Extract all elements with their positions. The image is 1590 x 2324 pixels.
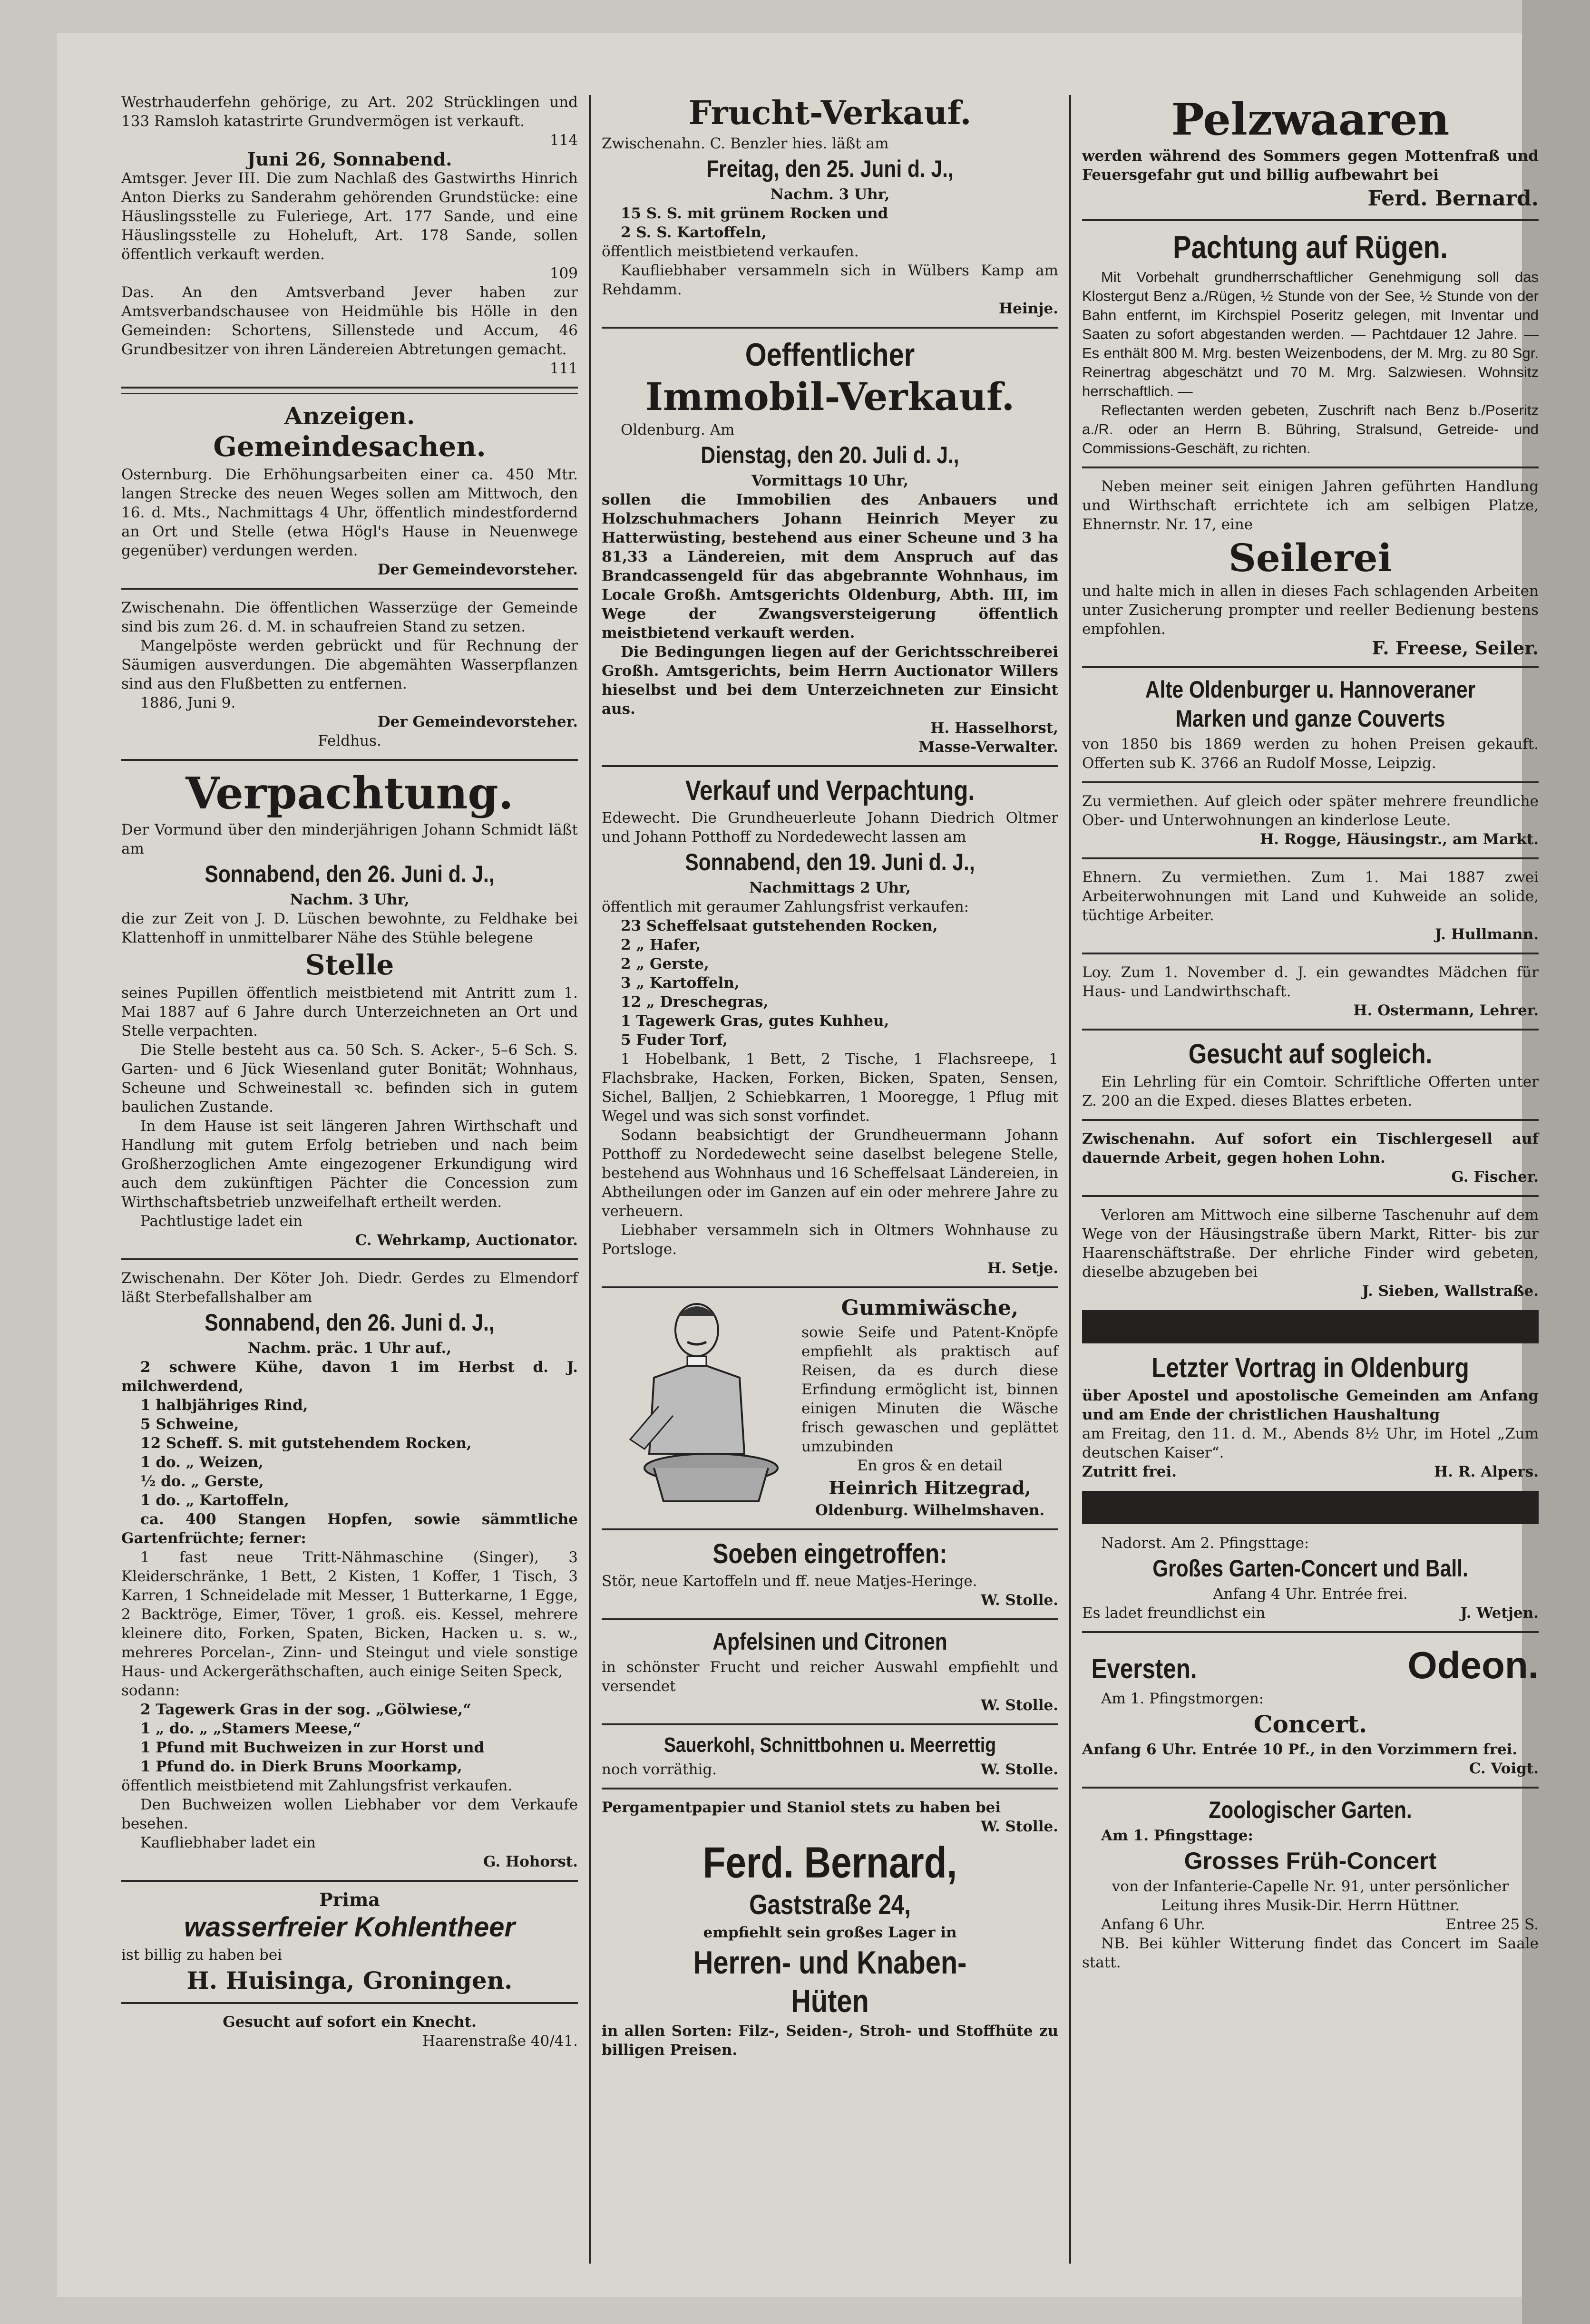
ad-text: werden während des Sommers gegen Mottenfraß und Feuersgefahr gut und billig aufbewahrt bei	[1082, 147, 1539, 184]
ad-headline: Stelle	[305, 948, 394, 981]
ad-headline: Herren- und Knaben-	[693, 1944, 967, 1981]
section-heading: Gemeindesachen.	[213, 430, 486, 463]
signature: H. Hasselhorst,	[930, 719, 1058, 737]
ad-text: Prima	[319, 1888, 380, 1910]
ad-text: noch vorräthig.	[602, 1760, 717, 1778]
signature: H. Ostermann, Lehrer.	[1353, 1002, 1539, 1020]
divider	[121, 2002, 578, 2004]
divider	[1082, 953, 1539, 954]
divider	[1082, 219, 1539, 221]
signature: W. Stolle.	[980, 1760, 1058, 1778]
date-line: Freitag, den 25. Juni d. J.,	[706, 155, 954, 182]
column-2	[602, 93, 1058, 2060]
ad-headline: Ferd. Bernard,	[702, 1838, 957, 1887]
notice-text: Mangelpöste werden gebrückt und für Rechnung der Säumigen ausverdungen. Die abgemähten Wasserpflanzen sind aus den Flußbetten zu entfernen.	[121, 637, 578, 692]
notice-text: Osternburg. Die Erhöhungsarbeiten einer ca. 450 Mtr. langen Strecke des neuen Weges sollen am Mittwoch, den 16. d. Mts., Nachmittags 4 Uhr, öffentlich mindestfordernd an Ort und Stelle (etwa Högl's Hause in Neuenwege gegenüber) verdungen werden.	[121, 466, 578, 559]
ad-text: öffentlich mit geraumer Zahlungsfrist verkaufen:	[602, 898, 969, 916]
signature: J. Hullmann.	[1435, 926, 1539, 943]
time-line: Vormittags 10 Uhr,	[751, 472, 908, 489]
signature: F. Freese, Seiler.	[1372, 637, 1539, 659]
ad-text: Den Buchweizen wollen Liebhaber vor dem Verkaufe besehen.	[121, 1796, 578, 1832]
ad-text: Kaufliebhaber ladet ein	[140, 1834, 316, 1851]
ad-text: Gesucht auf sofort ein Knecht.	[223, 2013, 477, 2031]
divider	[121, 387, 578, 394]
notice-text: Westrhauderfehn gehörige, zu Art. 202 Strücklingen und 133 Ramsloh katastrirte Grundvermögen ist verkauft.	[121, 94, 578, 130]
list-item: 1 do. „ Kartoffeln,	[140, 1491, 290, 1509]
divider	[1082, 666, 1539, 668]
ad-text: Entree 25 S.	[1445, 1916, 1539, 1933]
ad-headline: Marken und ganze Couverts	[1175, 705, 1445, 732]
ad-text: öffentlich meistbietend mit Zahlungsfrist verkaufen.	[121, 1777, 513, 1794]
ad-text: sodann:	[121, 1682, 180, 1699]
notice-number: 111	[549, 360, 578, 377]
ad-text: Kaufliebhaber versammeln sich in Wülbers Kamp am Rehdamm.	[602, 262, 1058, 298]
list-item: 1 Tagewerk Gras, gutes Kuhheu,	[621, 1012, 889, 1030]
ad-text: Pergamentpapier und Staniol stets zu haben bei	[602, 1799, 1001, 1816]
ad-text: Anfang 4 Uhr. Entrée frei.	[1213, 1585, 1408, 1603]
black-bar	[1082, 1310, 1539, 1343]
notice-text: Das. An den Amtsverband Jever haben zur Amtsverbandschausee von Heidmühle bis Hölle in den Gemeinden: Schortens, Sillenstede und Accum, 46 Grundbesitzer von ihren Ländereien Abtretungen gemacht.	[121, 284, 578, 358]
time-line: Nachm. 3 Uhr,	[770, 185, 890, 203]
list-item: 2 „ Hafer,	[621, 936, 701, 954]
ad-text: die zur Zeit von J. D. Lüschen bewohnte, zu Feldhake bei Klattenhoff in unmittelbarer Nähe des Stühle belegene	[121, 910, 578, 946]
ad-headline: wasserfreier Kohlentheer	[184, 1911, 516, 1943]
ad-headline: Oeffentlicher	[745, 336, 915, 373]
ad-text: 1 fast neue Tritt-Nähmaschine (Singer), 3 Kleiderschränke, 1 Bett, 2 Kisten, 1 Koffer, 1 Tisch, 3 Karren, 1 Schneidelade mit Messer, 1 Butterkarne, 1 Egge, 2 Backtröge, Eimer, Töver, 1 groß. eis. Kessel, mehrere kleinere dito, Forken, Spaten, Bicken, Hacken u. s. w., mehreres Porcelan-, Zinn- und Steingut und viele sonstige Haus- und Ackergeräthschaften, auch einige Seiten Speck,	[121, 1548, 578, 1680]
ad-headline: Hüten	[791, 1983, 869, 2019]
ad-text: Ein Lehrling für ein Comtoir. Schriftliche Offerten unter Z. 200 an die Exped. dieses Blattes erbeten.	[1082, 1073, 1539, 1110]
signature: Der Gemeindevorsteher.	[377, 713, 578, 730]
ad-headline: Immobil-Verkauf.	[645, 374, 1015, 419]
ad-headline: Verpachtung.	[185, 767, 514, 819]
ad-text: Liebhaber versammeln sich in Oltmers Wohnhause zu Portsloge.	[602, 1222, 1058, 1258]
list-item: 1 „ do. „ „Stamers Meese,“	[140, 1720, 361, 1737]
list-item: 1 Pfund mit Buchweizen in zur Horst und	[140, 1739, 485, 1756]
signature: C. Wehrkamp, Auctionator.	[355, 1231, 578, 1249]
list-item: 1 do. „ Weizen,	[140, 1453, 263, 1471]
ad-text: Zutritt frei.	[1082, 1463, 1177, 1480]
ad-text: Anfang 6 Uhr.	[1101, 1916, 1205, 1933]
signature: Der Gemeindevorsteher.	[377, 561, 578, 578]
ad-text: über Apostel und apostolische Gemeinden am Anfang und am Ende der christlichen Haushaltung	[1082, 1387, 1539, 1423]
notice-number: 114	[549, 132, 578, 149]
ad-headline: Pachtung auf Rügen.	[1173, 229, 1448, 265]
ad-headline: Sauerkohl, Schnittbohnen u. Meerrettig	[663, 1733, 996, 1757]
list-item: 2 S. S. Kartoffeln,	[621, 224, 767, 241]
divider	[602, 1618, 1058, 1620]
ad-text: Sodann beabsichtigt der Grundheuermann Johann Potthoff zu Nordedewecht seine daselbst belegene Stelle, bestehend aus Wohnhaus und 16 Scheffelsaat Ländereien, in Abtheilungen oder im Ganzen auf ein oder mehrere Jahre zu verheuern.	[602, 1127, 1058, 1220]
ad-text: 1 Hobelbank, 1 Bett, 2 Tische, 1 Flachsreepe, 1 Flachsbrake, Hacken, Forken, Bicken, Spaten, Sensen, Sichel, Balljen, 2 Schiebkarren, 1 Mooregge, 1 Pflug mit Wegel und was sich sonst vorfindet.	[602, 1050, 1058, 1125]
divider	[121, 759, 578, 761]
signature: Masse-Verwalter.	[918, 738, 1058, 756]
ad-headline: Soeben eingetroffen:	[712, 1538, 947, 1569]
list-item: 5 Fuder Torf,	[621, 1031, 728, 1049]
ad-text: Ehnern. Zu vermiethen. Zum 1. Mai 1887 zwei Arbeiterwohnungen mit Land und Kuhweide an solide, tüchtige Arbeiter.	[1082, 869, 1539, 924]
ad-text: empfiehlt sein großes Lager in	[703, 1924, 957, 1941]
ad-text: Mit Vorbehalt grundherrschaftlicher Genehmigung soll das Klostergut Benz a./Rügen, ½ Stunde von der See, ½ Stunde von der Bahn entfernt, im Kirchspiel Poseritz gelegen, mit Inventar und Saaten zu sofort abgestanden werden. — Pachtdauer 12 Jahre. — Es enthält 800 M. Mrg. besten Weizenbodens, der M. Mrg. zu 80 Sgr. Reinertrag abgeschätzt und 70 M. Mrg. Salzwiesen. Wohnsitz herrschaftlich. —	[1082, 269, 1539, 400]
signature: G. Hohorst.	[483, 1853, 578, 1870]
ad-headline: Gesucht auf sogleich.	[1188, 1039, 1433, 1070]
list-item: 23 Scheffelsaat gutstehenden Rocken,	[621, 917, 938, 935]
ad-headline: Großes Garten-Concert und Ball.	[1152, 1555, 1468, 1582]
divider	[121, 1880, 578, 1882]
signature: G. Fischer.	[1451, 1168, 1539, 1186]
list-item: 1 halbjähriges Rind,	[140, 1396, 308, 1414]
list-item: 2 „ Gerste,	[621, 955, 709, 973]
ad-text: Die Bedingungen liegen auf der Gerichtsschreiberei Großh. Amtsgerichts, beim Herrn Auctionator Willers hieselbst und bei dem Unterzeichneten zur Einsicht aus.	[602, 643, 1058, 718]
date-heading: Juni 26, Sonnabend.	[247, 148, 452, 170]
divider	[121, 1258, 578, 1260]
signature: Heinje.	[998, 300, 1058, 317]
ad-text: Edewecht. Die Grundheuerleute Johann Diedrich Oltmer und Johann Potthoff zu Nordedewecht lassen am	[602, 809, 1058, 846]
signature: C. Voigt.	[1469, 1760, 1539, 1777]
date-line: Sonnabend, den 26. Juni d. J.,	[205, 1309, 495, 1336]
ad-text: von der Infanterie-Capelle Nr. 91, unter persönlicher Leitung ihres Musik-Dir. Herrn Hüttner.	[1112, 1877, 1509, 1914]
signature: W. Stolle.	[980, 1592, 1058, 1609]
list-item: ½ do. „ Gerste,	[140, 1472, 264, 1490]
signature: H. R. Alpers.	[1434, 1463, 1539, 1480]
ad-text: Oldenburg. Am	[621, 421, 735, 438]
column-rule-2	[1069, 95, 1071, 2264]
signature-name: Feldhus.	[318, 732, 381, 749]
ad-text: Anfang 6 Uhr. Entrée 10 Pf., in den Vorzimmern frei.	[1082, 1741, 1518, 1758]
ad-headline: Zoologischer Garten.	[1209, 1796, 1412, 1823]
list-item: 2 Tagewerk Gras in der sog. „Gölwiese,“	[140, 1701, 471, 1718]
divider	[1082, 781, 1539, 783]
ad-address: Haarenstraße 40/41.	[422, 2032, 578, 2050]
ad-headline: H. Huisinga, Groningen.	[186, 1966, 513, 1994]
divider	[602, 327, 1058, 329]
ad-text: Reflectanten werden gebeten, Zuschrift nach Benz b./Poseritz a./R. oder an Herrn B. Bühring, Stralsund, Getreide- und Commissions-Geschäft, zu richten.	[1082, 402, 1539, 457]
ad-headline: Alte Oldenburger u. Hannoveraner	[1145, 676, 1476, 703]
signature: W. Stolle.	[980, 1697, 1058, 1714]
column-1	[121, 93, 578, 2051]
ad-text: sollen die Immobilien des Anbauers und Holzschuhmachers Johann Heinrich Meyer zu Hatterwüsting, bestehend aus einer Scheune und 3 ha 81,33 a Ländereien, mit dem Anspruch auf das Brandcassengeld für das abgebrannte Wohnhaus, im Locale Großh. Amtsgerichts Oldenburg, Abth. III, im Wege der Zwangsversteigerung öffentlich meistbietend verkauft werden.	[602, 491, 1058, 642]
signature: Ferd. Bernard.	[1367, 186, 1539, 211]
ad-headline: Verkauf und Verpachtung.	[685, 775, 975, 806]
ad-headline: Odeon.	[1407, 1643, 1539, 1686]
divider	[602, 765, 1058, 767]
time-line: Nachm. präc. 1 Uhr auf.,	[247, 1339, 452, 1357]
ad-text: Nadorst. Am 2. Pfingsttage:	[1101, 1534, 1309, 1552]
date-line: Sonnabend, den 19. Juni d. J.,	[685, 849, 975, 876]
ad-text: Loy. Zum 1. November d. J. ein gewandtes Mädchen für Haus- und Landwirthschaft.	[1082, 964, 1539, 1001]
ad-text: Am 1. Pfingstmorgen:	[1101, 1690, 1264, 1707]
signature: W. Stolle.	[980, 1818, 1058, 1835]
divider	[1082, 1631, 1539, 1633]
signature: H. Rogge, Häusingstr., am Markt.	[1260, 831, 1539, 848]
list-item: 15 S. S. mit grünem Rocken und	[621, 204, 888, 222]
divider	[602, 1788, 1058, 1789]
divider	[1082, 467, 1539, 468]
ad-text: Zwischenahn. Auf sofort ein Tischlergesell auf dauernde Arbeit, gegen hohen Lohn.	[1082, 1130, 1539, 1167]
ad-headline: Pelzwaaren	[1171, 94, 1450, 145]
ad-text: sowie Seife und Patent-Knöpfe empfiehlt als praktisch auf Reisen, da es durch diese Erfindung ermöglicht ist, binnen einigen Minuten die Wäsche frisch gewaschen und geplättet umzubinden	[801, 1323, 1058, 1455]
ad-text: und halte mich in allen in dieses Fach schlagenden Arbeiten unter Zusicherung prompter und reeller Bedienung bestens empfohlen.	[1082, 583, 1539, 638]
ad-headline: Grosses Früh-Concert	[1184, 1847, 1437, 1874]
ad-text: in schönster Frucht und reicher Auswahl empfiehlt und versendet	[602, 1659, 1058, 1695]
notice-text: Amtsger. Jever III. Die zum Nachlaß des Gastwirths Hinrich Anton Dierks zu Sanderahm gehörenden Grundstücke: eine Häuslingsstelle zu Fuleriege, Art. 177 Sande, und eine Häuslingsstelle zu Hoheluft, Art. 178 Sande, sollen öffentlich verkauft werden.	[121, 170, 578, 263]
list-item: 12 Scheff. S. mit gutstehendem Rocken,	[140, 1434, 472, 1452]
ad-text: Zu vermiethen. Auf gleich oder später mehrere freundliche Ober- und Unterwohnungen an kinderlose Leute.	[1082, 793, 1539, 829]
ad-text: Der Vormund über den minderjährigen Johann Schmidt läßt am	[121, 821, 578, 857]
column-3	[1082, 93, 1539, 1972]
ad-text: Am 1. Pfingsttage:	[1101, 1827, 1253, 1844]
ad-text: seines Pupillen öffentlich meistbietend mit Antritt zum 1. Mai 1887 auf 6 Jahre durch Unterzeichneten an Ort und Stelle verpachten.	[121, 984, 578, 1040]
ad-headline: Letzter Vortrag in Oldenburg	[1151, 1352, 1469, 1384]
signature: J. Wetjen.	[1460, 1604, 1539, 1622]
ad-text: NB. Bei kühler Witterung findet das Concert im Saale statt.	[1082, 1935, 1539, 1971]
ad-text: In dem Hause ist seit längeren Jahren Wirthschaft und Handlung mit gutem Erfolg betrieben und nach beim Großherzoglichen Amte eingezogener Erkundigung wird auch dem zukünftigen Pächter die Concession zum Wirthschaftsbetrieb unzweifelhaft ertheilt werden.	[121, 1117, 578, 1211]
list-item: ca. 400 Stangen Hopfen, sowie sämmtliche Gartenfrüchte; ferner:	[121, 1510, 578, 1547]
ad-headline: Frucht-Verkauf.	[688, 94, 972, 132]
time-line: Nachm. 3 Uhr,	[290, 891, 410, 908]
list-item: 2 schwere Kühe, davon 1 im Herbst d. J. milchwerdend,	[121, 1358, 578, 1395]
ad-text: Stör, neue Kartoffeln und ff. neue Matjes-Heringe.	[602, 1573, 977, 1590]
ad-headline: Seilerei	[1229, 535, 1392, 581]
divider	[602, 1723, 1058, 1725]
place-heading: Eversten.	[1091, 1653, 1197, 1684]
ad-text: öffentlich meistbietend verkaufen.	[602, 243, 859, 260]
ad-text: Zwischenahn. Der Köter Joh. Diedr. Gerdes zu Elmendorf läßt Sterbefallshalber am	[121, 1269, 578, 1306]
divider	[1082, 1119, 1539, 1121]
ad-text: Es ladet freundlichst ein	[1082, 1604, 1266, 1622]
list-item: 1 Pfund do. in Dierk Bruns Moorkamp,	[140, 1758, 462, 1775]
ad-text: von 1850 bis 1869 werden zu hohen Preisen gekauft. Offerten sub K. 3766 an Rudolf Mosse, Leipzig.	[1082, 736, 1539, 772]
list-item: 5 Schweine,	[140, 1415, 239, 1433]
notice-text: Zwischenahn. Die öffentlichen Wasserzüge der Gemeinde sind bis zum 26. d. M. in schaufreien Stand zu setzen.	[121, 599, 578, 635]
signature: J. Sieben, Wallstraße.	[1362, 1283, 1539, 1300]
ad-address: Gaststraße 24,	[749, 1889, 911, 1920]
ad-name: Heinrich Hitzegrad,	[829, 1477, 1031, 1498]
ad-text: Die Stelle besteht aus ca. 50 Sch. S. Acker-, 5–6 Sch. S. Garten- und 6 Jück Wiesenland guter Bonität; Wohnhaus, Scheune und Schweinestall ꝛc. befinden sich in gutem baulichen Zustande.	[121, 1041, 578, 1116]
divider	[1082, 1029, 1539, 1031]
date-line: Dienstag, den 20. Juli d. J.,	[701, 441, 959, 468]
ad-text: ist billig zu haben bei	[121, 1946, 283, 1964]
ad-headline: Gummiwäsche,	[841, 1296, 1019, 1321]
black-bar	[1082, 1491, 1539, 1524]
man-illustration-icon	[602, 1297, 792, 1506]
notice-date: 1886, Juni 9.	[140, 694, 236, 711]
ad-text: Neben meiner seit einigen Jahren geführten Handlung und Wirthschaft errichtete ich am selbigen Platze, Ehnernstr. Nr. 17, eine	[1082, 478, 1539, 534]
ad-text: in allen Sorten: Filz-, Seiden-, Stroh- und Stoffhüte zu billigen Preisen.	[602, 2023, 1058, 2059]
ad-text: am Freitag, den 11. d. M., Abends 8½ Uhr, im Hotel „Zum deutschen Kaiser“.	[1082, 1425, 1539, 1461]
divider	[602, 1528, 1058, 1530]
divider	[121, 588, 578, 590]
ad-address: Oldenburg. Wilhelmshaven.	[815, 1501, 1045, 1519]
column-rule-1	[589, 95, 591, 2264]
signature: H. Setje.	[987, 1260, 1058, 1277]
list-item: 3 „ Kartoffeln,	[621, 974, 740, 992]
ad-text: Zwischenahn. C. Benzler hies. läßt am	[602, 135, 889, 152]
divider	[1082, 857, 1539, 859]
ad-headline: Apfelsinen und Citronen	[712, 1628, 947, 1655]
divider	[602, 1286, 1058, 1288]
ad-text: Verloren am Mittwoch eine silberne Taschenuhr auf dem Wege von der Häusingstraße übern Markt, Ritter- bis zur Haarenschäftstraße. Der ehrliche Finder wird gebeten, dieselbe abzugeben bei	[1082, 1206, 1539, 1281]
date-line: Sonnabend, den 26. Juni d. J.,	[205, 860, 495, 887]
divider	[1082, 1195, 1539, 1197]
list-item: 12 „ Dreschegras,	[621, 993, 769, 1011]
ad-text: Pachtlustige ladet ein	[140, 1212, 303, 1230]
divider	[1082, 1787, 1539, 1789]
ad-text: En gros & en detail	[857, 1457, 1003, 1474]
gummi-ad	[602, 1297, 1058, 1519]
ad-headline: Concert.	[1253, 1710, 1367, 1738]
time-line: Nachmittags 2 Uhr,	[749, 879, 911, 897]
section-heading: Anzeigen.	[284, 402, 415, 430]
notice-number: 109	[549, 265, 578, 282]
